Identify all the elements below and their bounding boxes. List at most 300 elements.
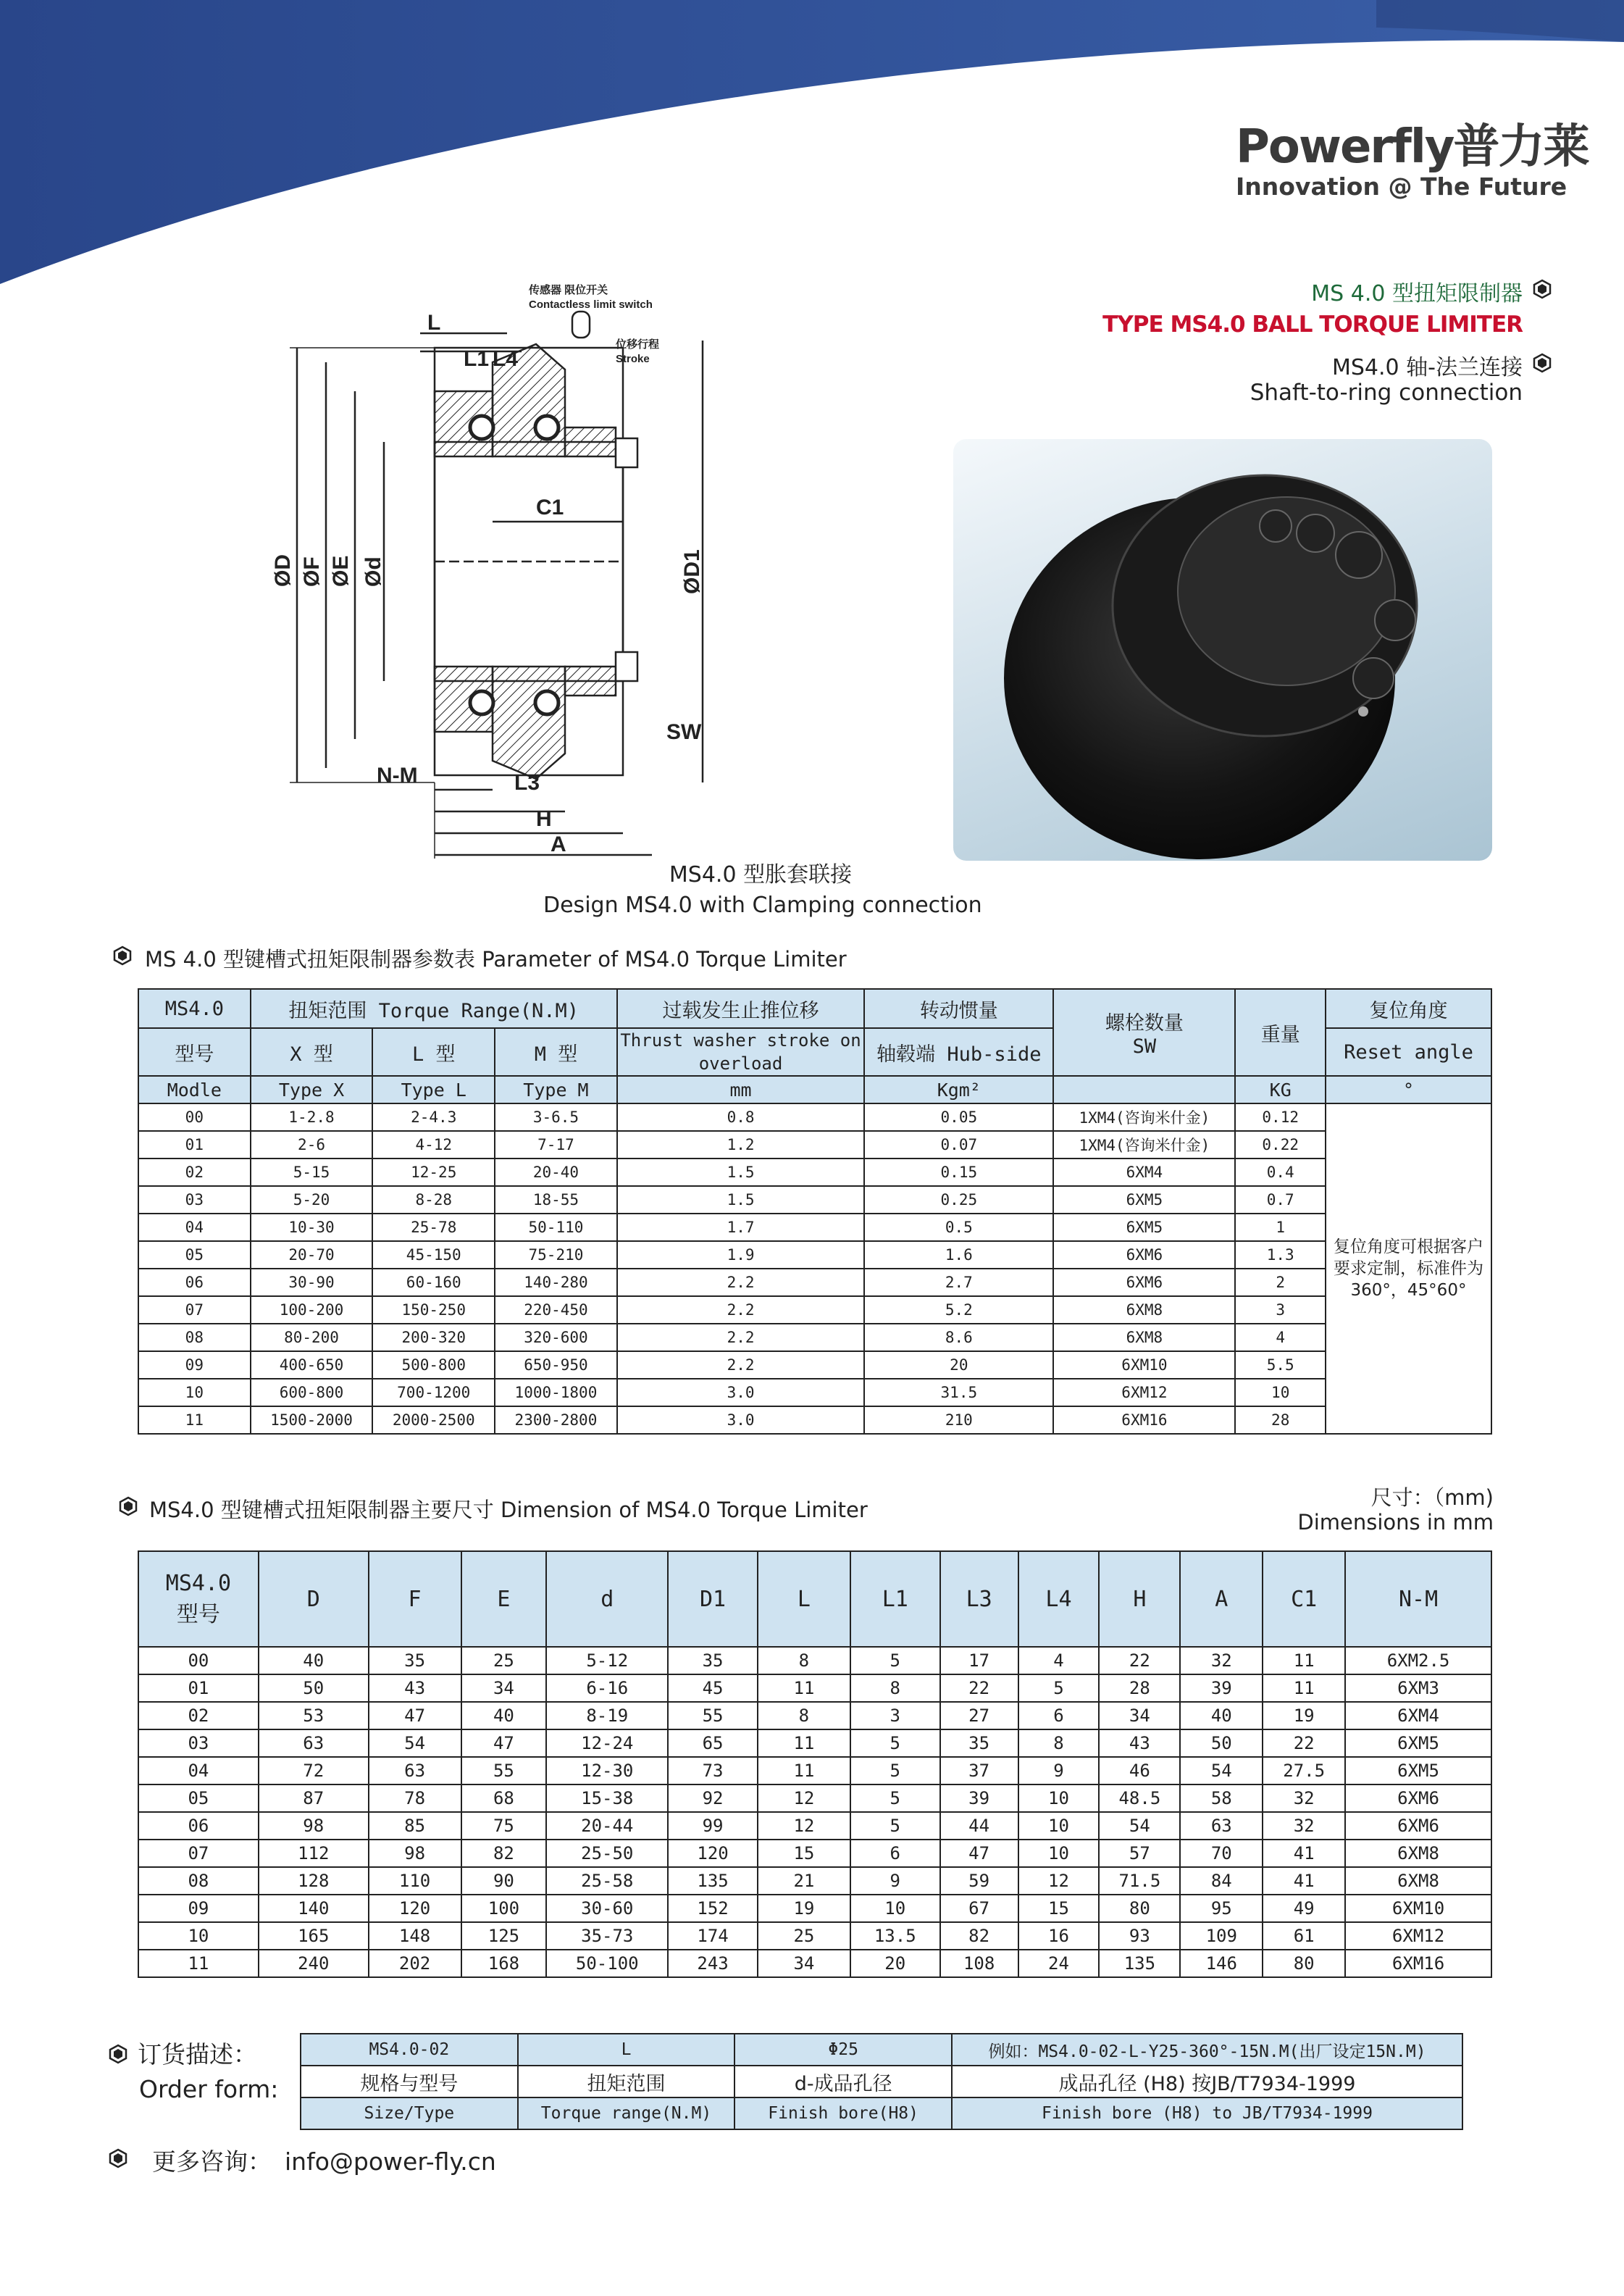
dim-unit-note bbox=[1297, 1485, 1494, 1535]
cell-bolts: 6XM8 bbox=[1053, 1296, 1235, 1324]
cell-type-l: 700-1200 bbox=[372, 1379, 495, 1406]
cell-d1: 55 bbox=[668, 1702, 758, 1729]
cell-type-l: 12-25 bbox=[372, 1159, 495, 1186]
cell-h: 48.5 bbox=[1099, 1784, 1180, 1812]
cell-stroke: 2.2 bbox=[617, 1324, 864, 1351]
cell-weight: 3 bbox=[1235, 1296, 1326, 1324]
cell-e: 168 bbox=[461, 1950, 547, 1977]
col-header-model-en: Modle bbox=[138, 1076, 251, 1103]
cell-l: 11 bbox=[758, 1757, 850, 1784]
table-row bbox=[138, 1269, 1491, 1296]
cell-f: 110 bbox=[369, 1867, 461, 1895]
cell-d: 240 bbox=[259, 1950, 369, 1977]
cell-type-l: 200-320 bbox=[372, 1324, 495, 1351]
param-table-heading: MS 4.0 型键槽式扭矩限制器参数表 Parameter of MS4.0 Torque Limiter bbox=[145, 947, 847, 972]
cell-a: 70 bbox=[1180, 1840, 1263, 1867]
cell-l3: 44 bbox=[940, 1812, 1018, 1840]
dim-label-f: ØF bbox=[300, 556, 324, 587]
dimension-table bbox=[138, 1550, 1492, 1978]
cell-h: 28 bbox=[1099, 1674, 1180, 1702]
cell-model: 10 bbox=[138, 1379, 251, 1406]
cell-n-m: 6XM4 bbox=[1345, 1702, 1491, 1729]
col-header-unit-degree: ° bbox=[1326, 1076, 1491, 1103]
cell-model: 09 bbox=[138, 1351, 251, 1379]
cell-d: 63 bbox=[259, 1729, 369, 1757]
cell-type-l: 2000-2500 bbox=[372, 1406, 495, 1434]
col-header-inertia: 转动惯量 bbox=[864, 989, 1053, 1028]
table-row bbox=[138, 1103, 1491, 1131]
cell-ms4-0: 00 bbox=[138, 1647, 259, 1674]
cell-d1: 92 bbox=[668, 1784, 758, 1812]
cell-c1: 11 bbox=[1263, 1674, 1345, 1702]
table-row bbox=[138, 1922, 1491, 1950]
brand-name: Powerfly bbox=[1236, 120, 1454, 174]
col-header-l4: L4 bbox=[1018, 1551, 1100, 1647]
col-header-reset: 复位角度 bbox=[1326, 989, 1491, 1028]
cell-stroke: 2.2 bbox=[617, 1351, 864, 1379]
cell-e: 55 bbox=[461, 1757, 547, 1784]
cell-l3: 39 bbox=[940, 1784, 1018, 1812]
cell-weight: 0.22 bbox=[1235, 1131, 1326, 1159]
cell-l: 34 bbox=[758, 1950, 850, 1977]
cell-c1: 80 bbox=[1263, 1950, 1345, 1977]
cell-ms4-0: 06 bbox=[138, 1812, 259, 1840]
cell-model: 02 bbox=[138, 1159, 251, 1186]
cell-l1: 5 bbox=[850, 1647, 940, 1674]
order-example-full: 例如：MS4.0-02-L-Y25-360°-15N.M(出厂设定15N.M) bbox=[952, 2034, 1462, 2066]
drawing-caption-en: Design MS4.0 with Clamping connection bbox=[543, 893, 982, 918]
cell-type-m: 1000-1800 bbox=[495, 1379, 617, 1406]
cell-model: 08 bbox=[138, 1324, 251, 1351]
cell-e: 34 bbox=[461, 1674, 547, 1702]
cell-l4: 6 bbox=[1018, 1702, 1100, 1729]
cell-type-x: 5-15 bbox=[251, 1159, 373, 1186]
cell-stroke: 1.5 bbox=[617, 1186, 864, 1214]
cell-d: 25-58 bbox=[546, 1867, 668, 1895]
table-row bbox=[138, 1379, 1491, 1406]
cell-model: 03 bbox=[138, 1186, 251, 1214]
cell-n-m: 6XM6 bbox=[1345, 1812, 1491, 1840]
col-header-d: d bbox=[546, 1551, 668, 1647]
cell-e: 82 bbox=[461, 1840, 547, 1867]
cell-l3: 47 bbox=[940, 1840, 1018, 1867]
cell-d: 50-100 bbox=[546, 1950, 668, 1977]
sensor-label-en: Contactless limit switch bbox=[529, 299, 653, 311]
table-row bbox=[138, 1702, 1491, 1729]
cell-inertia: 31.5 bbox=[864, 1379, 1053, 1406]
cell-d: 72 bbox=[259, 1757, 369, 1784]
cell-l: 21 bbox=[758, 1867, 850, 1895]
cell-f: 85 bbox=[369, 1812, 461, 1840]
cell-weight: 10 bbox=[1235, 1379, 1326, 1406]
cell-h: 57 bbox=[1099, 1840, 1180, 1867]
table-row bbox=[138, 1784, 1491, 1812]
cell-l4: 24 bbox=[1018, 1950, 1100, 1977]
cell-ms4-0: 07 bbox=[138, 1840, 259, 1867]
cell-f: 35 bbox=[369, 1647, 461, 1674]
cell-l4: 8 bbox=[1018, 1729, 1100, 1757]
cell-d1: 174 bbox=[668, 1922, 758, 1950]
table-row bbox=[138, 1131, 1491, 1159]
order-field-bore-cn: d-成品孔径 bbox=[734, 2066, 952, 2097]
dim-label-l4: L4 bbox=[493, 347, 519, 371]
dim-label-d1: ØD1 bbox=[680, 549, 704, 594]
cell-weight: 28 bbox=[1235, 1406, 1326, 1434]
order-example-bore: Φ25 bbox=[734, 2034, 952, 2066]
cell-d1: 135 bbox=[668, 1867, 758, 1895]
cell-bolts: 6XM5 bbox=[1053, 1214, 1235, 1241]
cell-e: 125 bbox=[461, 1922, 547, 1950]
cell-l3: 27 bbox=[940, 1702, 1018, 1729]
contact-label: 更多咨询： bbox=[152, 2147, 272, 2176]
cell-stroke: 3.0 bbox=[617, 1379, 864, 1406]
cube-icon bbox=[119, 1497, 138, 1516]
col-header-l: L bbox=[758, 1551, 850, 1647]
cell-d: 8-19 bbox=[546, 1702, 668, 1729]
dim-label-d: ØD bbox=[271, 554, 295, 587]
col-header-stroke-en: Thrust washer stroke on overload bbox=[617, 1028, 864, 1076]
cell-h: 54 bbox=[1099, 1812, 1180, 1840]
cell-f: 63 bbox=[369, 1757, 461, 1784]
col-header-l3: L3 bbox=[940, 1551, 1018, 1647]
col-header-type-x: Type X bbox=[251, 1076, 373, 1103]
cell-type-x: 30-90 bbox=[251, 1269, 373, 1296]
cell-model: 04 bbox=[138, 1214, 251, 1241]
cell-bolts: 6XM16 bbox=[1053, 1406, 1235, 1434]
cell-stroke: 2.2 bbox=[617, 1269, 864, 1296]
cell-inertia: 0.07 bbox=[864, 1131, 1053, 1159]
cell-e: 40 bbox=[461, 1702, 547, 1729]
cell-d: 6-16 bbox=[546, 1674, 668, 1702]
table-row bbox=[138, 1324, 1491, 1351]
cell-inertia: 20 bbox=[864, 1351, 1053, 1379]
cell-l3: 35 bbox=[940, 1729, 1018, 1757]
cell-h: 80 bbox=[1099, 1895, 1180, 1922]
cell-h: 135 bbox=[1099, 1950, 1180, 1977]
cell-ms4-0: 05 bbox=[138, 1784, 259, 1812]
cell-bolts: 6XM10 bbox=[1053, 1351, 1235, 1379]
cell-inertia: 0.05 bbox=[864, 1103, 1053, 1131]
cell-type-m: 20-40 bbox=[495, 1159, 617, 1186]
cell-d: 25-50 bbox=[546, 1840, 668, 1867]
cell-inertia: 0.25 bbox=[864, 1186, 1053, 1214]
table-row bbox=[138, 1895, 1491, 1922]
col-header-unit-kgm2: Kgm² bbox=[864, 1076, 1053, 1103]
cell-l3: 67 bbox=[940, 1895, 1018, 1922]
cell-l4: 15 bbox=[1018, 1895, 1100, 1922]
cell-l3: 37 bbox=[940, 1757, 1018, 1784]
contact-email-link[interactable]: info@power-fly.cn bbox=[285, 2147, 496, 2176]
cell-n-m: 6XM12 bbox=[1345, 1922, 1491, 1950]
cell-type-x: 100-200 bbox=[251, 1296, 373, 1324]
cell-c1: 19 bbox=[1263, 1702, 1345, 1729]
cell-inertia: 8.6 bbox=[864, 1324, 1053, 1351]
cell-c1: 27.5 bbox=[1263, 1757, 1345, 1784]
table-row bbox=[138, 1729, 1491, 1757]
cell-inertia: 0.15 bbox=[864, 1159, 1053, 1186]
cell-f: 54 bbox=[369, 1729, 461, 1757]
order-field-size-en: Size/Type bbox=[301, 2097, 518, 2129]
cell-d: 12-30 bbox=[546, 1757, 668, 1784]
cell-d: 140 bbox=[259, 1895, 369, 1922]
col-header-inertia-en: 轴毂端 Hub-side bbox=[864, 1028, 1053, 1076]
cell-ms4-0: 09 bbox=[138, 1895, 259, 1922]
col-header-x: X 型 bbox=[251, 1028, 373, 1076]
col-header-c1: C1 bbox=[1263, 1551, 1345, 1647]
cell-ms4-0: 04 bbox=[138, 1757, 259, 1784]
product-title-en: TYPE MS4.0 BALL TORQUE LIMITER bbox=[1102, 312, 1523, 338]
cell-type-x: 1500-2000 bbox=[251, 1406, 373, 1434]
dim-label-l: L bbox=[427, 311, 441, 335]
dim-label-sw: SW bbox=[666, 720, 702, 744]
cell-l4: 9 bbox=[1018, 1757, 1100, 1784]
cell-l1: 5 bbox=[850, 1729, 940, 1757]
cell-type-m: 320-600 bbox=[495, 1324, 617, 1351]
order-field-torque-cn: 扭矩范围 bbox=[518, 2066, 735, 2097]
col-header-model: MS4.0 bbox=[138, 989, 251, 1028]
cell-l1: 3 bbox=[850, 1702, 940, 1729]
cell-n-m: 6XM2.5 bbox=[1345, 1647, 1491, 1674]
cell-l3: 108 bbox=[940, 1950, 1018, 1977]
cell-h: 22 bbox=[1099, 1647, 1180, 1674]
cell-d: 112 bbox=[259, 1840, 369, 1867]
order-form-label bbox=[138, 2039, 257, 2071]
table-row bbox=[138, 1674, 1491, 1702]
cell-ms4-0: 11 bbox=[138, 1950, 259, 1977]
cell-weight: 1.3 bbox=[1235, 1241, 1326, 1269]
brand-tagline: Innovation @ The Future bbox=[1236, 172, 1568, 201]
table-row bbox=[138, 1241, 1491, 1269]
cell-n-m: 6XM5 bbox=[1345, 1729, 1491, 1757]
col-header-l1: L1 bbox=[850, 1551, 940, 1647]
cell-e: 100 bbox=[461, 1895, 547, 1922]
cell-stroke: 1.7 bbox=[617, 1214, 864, 1241]
cell-stroke: 2.2 bbox=[617, 1296, 864, 1324]
cell-weight: 2 bbox=[1235, 1269, 1326, 1296]
cell-bolts: 6XM4 bbox=[1053, 1159, 1235, 1186]
contact-line bbox=[152, 2143, 496, 2177]
cell-type-x: 80-200 bbox=[251, 1324, 373, 1351]
table-row bbox=[138, 1351, 1491, 1379]
cell-type-l: 4-12 bbox=[372, 1131, 495, 1159]
cell-l: 8 bbox=[758, 1702, 850, 1729]
dim-label-a: A bbox=[551, 832, 566, 856]
dim-unit-cn: 尺寸：（mm) bbox=[1370, 1485, 1494, 1510]
stroke-label-en: Stroke bbox=[616, 353, 650, 365]
cell-d: 12-24 bbox=[546, 1729, 668, 1757]
cell-stroke: 0.8 bbox=[617, 1103, 864, 1131]
cell-f: 43 bbox=[369, 1674, 461, 1702]
cell-f: 120 bbox=[369, 1895, 461, 1922]
cube-icon bbox=[109, 2045, 127, 2063]
col-header-torque: 扭矩范围 Torque Range(N.M) bbox=[251, 989, 617, 1028]
col-header-bolts-en: SW bbox=[1132, 1035, 1157, 1058]
table-row bbox=[138, 1950, 1491, 1977]
cell-l4: 10 bbox=[1018, 1784, 1100, 1812]
cell-n-m: 6XM6 bbox=[1345, 1784, 1491, 1812]
cell-d1: 152 bbox=[668, 1895, 758, 1922]
cell-l1: 20 bbox=[850, 1950, 940, 1977]
cell-d: 50 bbox=[259, 1674, 369, 1702]
cell-l4: 16 bbox=[1018, 1922, 1100, 1950]
col-header-ms4-0 bbox=[138, 1551, 259, 1647]
table-row bbox=[138, 1757, 1491, 1784]
cell-h: 43 bbox=[1099, 1729, 1180, 1757]
cube-icon bbox=[1533, 280, 1552, 299]
cell-a: 58 bbox=[1180, 1784, 1263, 1812]
cell-a: 39 bbox=[1180, 1674, 1263, 1702]
cell-n-m: 6XM16 bbox=[1345, 1950, 1491, 1977]
cell-bolts: 6XM5 bbox=[1053, 1186, 1235, 1214]
cell-type-x: 10-30 bbox=[251, 1214, 373, 1241]
parameter-table bbox=[138, 988, 1492, 1435]
cell-a: 54 bbox=[1180, 1757, 1263, 1784]
cell-d1: 35 bbox=[668, 1647, 758, 1674]
stroke-label-cn: 位移行程 bbox=[616, 338, 660, 351]
dim-label-nm: N-M bbox=[377, 764, 418, 788]
order-form-table bbox=[300, 2033, 1463, 2130]
cell-a: 50 bbox=[1180, 1729, 1263, 1757]
cell-f: 47 bbox=[369, 1702, 461, 1729]
cell-d1: 65 bbox=[668, 1729, 758, 1757]
cell-bolts: 1XM4(咨询米什金) bbox=[1053, 1103, 1235, 1131]
sensor-label-cn: 传感器 限位开关 bbox=[529, 284, 608, 296]
dim-label-e: ØE bbox=[329, 555, 353, 587]
cell-d: 98 bbox=[259, 1812, 369, 1840]
cell-weight: 5.5 bbox=[1235, 1351, 1326, 1379]
table-row bbox=[138, 1406, 1491, 1434]
cell-l4: 10 bbox=[1018, 1812, 1100, 1840]
col-header-unit-kg: KG bbox=[1235, 1076, 1326, 1103]
cell-l: 15 bbox=[758, 1840, 850, 1867]
cell-l4: 10 bbox=[1018, 1840, 1100, 1867]
cell-e: 75 bbox=[461, 1812, 547, 1840]
order-example-size: MS4.0-02 bbox=[301, 2034, 518, 2066]
cell-model: 05 bbox=[138, 1241, 251, 1269]
cell-l: 25 bbox=[758, 1922, 850, 1950]
reset-angle-note: 复位角度可根据客户要求定制，标准件为360°，45°60° bbox=[1326, 1103, 1491, 1434]
cell-bolts: 6XM12 bbox=[1053, 1379, 1235, 1406]
cell-l1: 5 bbox=[850, 1812, 940, 1840]
cell-bolts: 6XM6 bbox=[1053, 1269, 1235, 1296]
cell-type-l: 8-28 bbox=[372, 1186, 495, 1214]
table-row bbox=[138, 1867, 1491, 1895]
cell-weight: 1 bbox=[1235, 1214, 1326, 1241]
col-header-m: M 型 bbox=[495, 1028, 617, 1076]
cell-f: 202 bbox=[369, 1950, 461, 1977]
order-field-bore-std-cn: 成品孔径 (H8) 按JB/T7934-1999 bbox=[952, 2066, 1462, 2097]
cell-d: 165 bbox=[259, 1922, 369, 1950]
cell-type-l: 2-4.3 bbox=[372, 1103, 495, 1131]
cell-e: 68 bbox=[461, 1784, 547, 1812]
cell-inertia: 210 bbox=[864, 1406, 1053, 1434]
cell-weight: 0.7 bbox=[1235, 1186, 1326, 1214]
col-header-d1: D1 bbox=[668, 1551, 758, 1647]
cell-c1: 32 bbox=[1263, 1784, 1345, 1812]
cell-a: 63 bbox=[1180, 1812, 1263, 1840]
table-row bbox=[138, 1214, 1491, 1241]
table-row bbox=[138, 1840, 1491, 1867]
cube-icon bbox=[113, 946, 132, 965]
cell-d: 35-73 bbox=[546, 1922, 668, 1950]
cell-l3: 22 bbox=[940, 1674, 1018, 1702]
cell-model: 07 bbox=[138, 1296, 251, 1324]
cell-type-x: 20-70 bbox=[251, 1241, 373, 1269]
cell-n-m: 6XM5 bbox=[1345, 1757, 1491, 1784]
cell-l3: 17 bbox=[940, 1647, 1018, 1674]
cell-d: 53 bbox=[259, 1702, 369, 1729]
cell-inertia: 2.7 bbox=[864, 1269, 1053, 1296]
cell-l1: 5 bbox=[850, 1757, 940, 1784]
table-row bbox=[138, 1186, 1491, 1214]
dim-label-l1: L1 bbox=[464, 347, 490, 371]
cell-d: 30-60 bbox=[546, 1895, 668, 1922]
cell-stroke: 1.2 bbox=[617, 1131, 864, 1159]
cell-a: 146 bbox=[1180, 1950, 1263, 1977]
cell-l1: 13.5 bbox=[850, 1922, 940, 1950]
dim-unit-en: Dimensions in mm bbox=[1297, 1510, 1494, 1535]
col-header-f: F bbox=[369, 1551, 461, 1647]
col-header-reset-en: Reset angle bbox=[1326, 1028, 1491, 1076]
col-header-bolts-cn: 螺栓数量 bbox=[1105, 1012, 1184, 1035]
cell-ms4-0: 03 bbox=[138, 1729, 259, 1757]
cell-inertia: 0.5 bbox=[864, 1214, 1053, 1241]
table-row bbox=[138, 1647, 1491, 1674]
col-header-h: H bbox=[1099, 1551, 1180, 1647]
cell-l: 11 bbox=[758, 1729, 850, 1757]
connection-title-cn: MS4.0 轴-法兰连接 bbox=[1332, 355, 1523, 380]
dim-label-c1: C1 bbox=[536, 496, 564, 519]
cell-l1: 6 bbox=[850, 1840, 940, 1867]
cell-stroke: 3.0 bbox=[617, 1406, 864, 1434]
cell-l3: 59 bbox=[940, 1867, 1018, 1895]
cell-type-m: 220-450 bbox=[495, 1296, 617, 1324]
order-form-label-cn: 订货描述： bbox=[138, 2040, 257, 2069]
col-header-l: L 型 bbox=[372, 1028, 495, 1076]
cell-type-l: 500-800 bbox=[372, 1351, 495, 1379]
cell-type-m: 75-210 bbox=[495, 1241, 617, 1269]
col-header-model-en: MS4.0 bbox=[165, 1570, 232, 1596]
technical-drawing bbox=[271, 275, 826, 862]
drawing-caption-cn: MS4.0 型胀套联接 bbox=[669, 862, 853, 888]
order-field-size-cn: 规格与型号 bbox=[301, 2066, 518, 2097]
cell-f: 98 bbox=[369, 1840, 461, 1867]
cell-f: 78 bbox=[369, 1784, 461, 1812]
connection-title-en: Shaft-to-ring connection bbox=[1250, 380, 1523, 406]
cell-d: 128 bbox=[259, 1867, 369, 1895]
cell-ms4-0: 10 bbox=[138, 1922, 259, 1950]
cell-type-m: 2300-2800 bbox=[495, 1406, 617, 1434]
cell-c1: 61 bbox=[1263, 1922, 1345, 1950]
cell-stroke: 1.9 bbox=[617, 1241, 864, 1269]
cell-type-l: 60-160 bbox=[372, 1269, 495, 1296]
cell-l: 12 bbox=[758, 1784, 850, 1812]
cell-ms4-0: 01 bbox=[138, 1674, 259, 1702]
cell-l1: 9 bbox=[850, 1867, 940, 1895]
dim-label-d-bore: Ød bbox=[361, 556, 385, 587]
cell-d: 20-44 bbox=[546, 1812, 668, 1840]
cell-bolts: 1XM4(咨询米什金) bbox=[1053, 1131, 1235, 1159]
col-header-bolts bbox=[1053, 989, 1235, 1076]
order-field-bore-en: Finish bore(H8) bbox=[734, 2097, 952, 2129]
cell-l4: 12 bbox=[1018, 1867, 1100, 1895]
cell-ms4-0: 08 bbox=[138, 1867, 259, 1895]
product-photo bbox=[953, 439, 1492, 861]
cell-e: 90 bbox=[461, 1867, 547, 1895]
cell-type-l: 25-78 bbox=[372, 1214, 495, 1241]
cell-a: 109 bbox=[1180, 1922, 1263, 1950]
cell-l4: 4 bbox=[1018, 1647, 1100, 1674]
